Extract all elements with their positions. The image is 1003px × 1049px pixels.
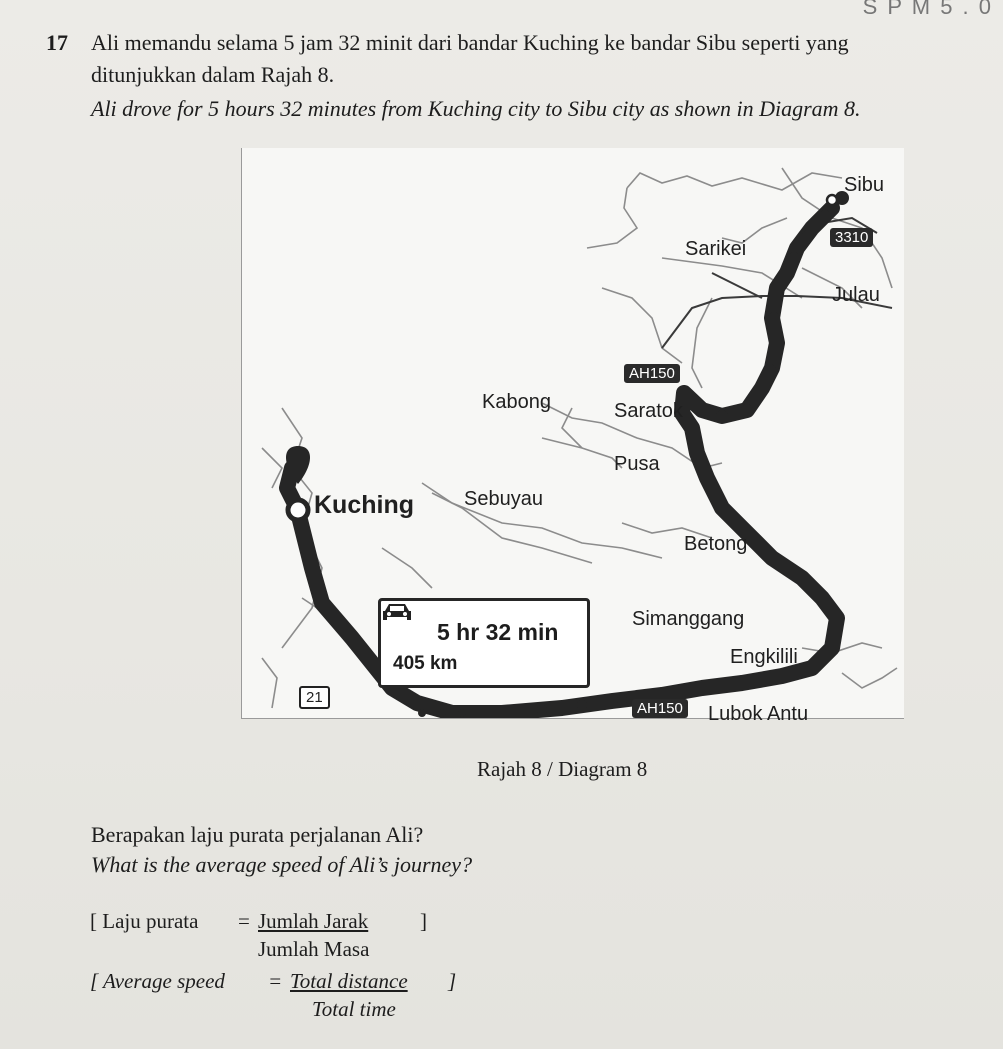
formula-ms-eq: = [238, 909, 250, 933]
formula-en-lhs: [ Average speed [90, 969, 225, 993]
formula-ms-close: ] [420, 909, 427, 933]
label-betong: Betong [684, 533, 748, 555]
label-engkilili: Engkilili [730, 646, 798, 668]
label-saratok: Saratok [614, 400, 683, 422]
route-distance: 405 km [393, 653, 458, 674]
label-sarikei: Sarikei [685, 238, 747, 260]
page-header-fragment: S P M 5 . 0 [862, 0, 993, 19]
route-info-box [378, 598, 590, 688]
sibu-marker-icon [827, 195, 837, 205]
route-duration: 5 hr 32 min [437, 619, 559, 645]
label-kuching: Kuching [314, 491, 414, 519]
formula-ms-lhs: [ Laju purata [90, 909, 199, 933]
shield-3310: 3310 [830, 228, 873, 247]
question-line-ms-1: Ali memandu selama 5 jam 32 minit dari bandar Kuching ke bandar Sibu seperti yang [91, 30, 849, 55]
formula-ms-numerator: Jumlah Jarak [258, 909, 369, 933]
question-line-ms-2: ditunjukkan dalam Rajah 8. [91, 62, 335, 87]
label-pusa: Pusa [614, 453, 660, 475]
car-icon [381, 601, 413, 623]
formula-en-numerator: Total distance [290, 969, 408, 993]
shield-ah150-top: AH150 [624, 364, 680, 383]
formula-en-denominator: Total time [312, 997, 396, 1021]
label-lubok-antu: Lubok Antu [708, 703, 809, 725]
shield-21: 21 [299, 686, 330, 709]
formula-ms-denominator: Jumlah Masa [258, 937, 370, 961]
start-marker-icon [288, 500, 308, 520]
ask-en: What is the average speed of Ali’s journey? [91, 852, 473, 877]
ask-ms: Berapakan laju purata perjalanan Ali? [91, 822, 424, 847]
shield-ah150-bottom: AH150 [632, 699, 688, 718]
formula-en-close: ] [448, 969, 457, 993]
formula-en-eq: = [268, 969, 283, 993]
label-kabong: Kabong [482, 391, 551, 413]
label-simanggang: Simanggang [632, 608, 745, 630]
label-sebuyau: Sebuyau [464, 488, 543, 510]
route-map [241, 148, 904, 725]
label-julau: Julau [832, 284, 880, 306]
question-line-en: Ali drove for 5 hours 32 minutes from Kuching city to Sibu city as shown in Diagram 8. [91, 96, 861, 121]
diagram-caption: Rajah 8 / Diagram 8 [477, 757, 648, 781]
label-sibu: Sibu [844, 174, 885, 196]
question-number: 17 [46, 30, 68, 55]
